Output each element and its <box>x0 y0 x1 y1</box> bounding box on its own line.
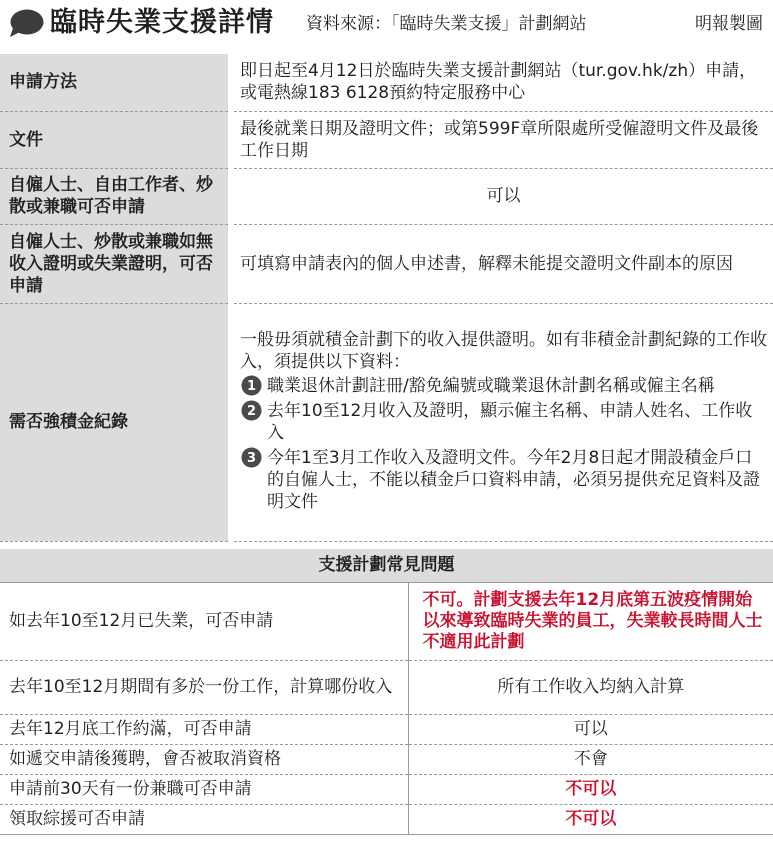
row-label: 申請方法 <box>0 54 231 111</box>
faq-answer: 不可。計劃支援去年12月底第五波疫情開始以來導致臨時失業的員工，失業較長時間人士不適用此計劃 <box>408 582 773 660</box>
list-item-text: 今年1至3月工作收入及證明文件。今年2月8日起才開設積金戶口的自僱人士，不能以積金戶口資料申請，必須另提供充足資料及證明文件 <box>267 447 760 512</box>
faq-heading-row <box>0 549 773 582</box>
faq-question: 如去年10至12月已失業，可否申請 <box>0 582 408 660</box>
list-item <box>240 400 767 444</box>
details-row-application-method <box>0 54 773 111</box>
faq-question: 去年12月底工作約滿，可否申請 <box>0 714 408 744</box>
list-item-text: 職業退休計劃註冊/豁免編號或職業退休計劃名稱或僱主名稱 <box>267 375 715 396</box>
faq-answer: 不會 <box>408 744 773 774</box>
list-number: 2 <box>246 404 256 419</box>
row-label: 自僱人士、自由工作者、炒散或兼職可否申請 <box>0 168 231 224</box>
circled-number-icon <box>240 400 262 422</box>
faq-question: 如遞交申請後獲聘，會否被取消資格 <box>0 744 408 774</box>
faq-answer: 所有工作收入均納入計算 <box>408 660 773 714</box>
row-value: 可以 <box>231 168 773 224</box>
page-title: 臨時失業支援詳情 <box>50 7 274 38</box>
faq-question: 領取綜援可否申請 <box>0 804 408 834</box>
row-label: 自僱人士、炒散或兼職如無收入證明或失業證明，可否申請 <box>0 224 231 303</box>
speech-bubble-icon <box>9 9 44 38</box>
faq-answer: 不可以 <box>408 774 773 804</box>
faq-answer: 可以 <box>408 714 773 744</box>
table-row <box>0 660 773 714</box>
circled-number-icon <box>240 447 262 469</box>
faq-heading: 支援計劃常見問題 <box>0 549 773 582</box>
row-value: 即日起至4月12日於臨時失業支援計劃網站（tur.gov.hk/zh）申請，或電熱線183 6128預約特定服務中心 <box>231 54 773 111</box>
list-item <box>240 447 767 513</box>
faq-question: 去年10至12月期間有多於一份工作，計算哪份收入 <box>0 660 408 714</box>
faq-answer: 不可以 <box>408 804 773 834</box>
list-number: 3 <box>246 451 256 466</box>
faq-question: 申請前30天有一份兼職可否申請 <box>0 774 408 804</box>
table-row <box>0 744 773 774</box>
header <box>0 0 773 46</box>
row-label: 需否強積金紀錄 <box>0 303 231 541</box>
details-row-mpf <box>0 303 773 541</box>
mpf-content <box>231 303 773 541</box>
details-row-documents <box>0 111 773 168</box>
table-row <box>0 582 773 660</box>
row-label: 文件 <box>0 111 231 168</box>
details-row-self-employed <box>0 168 773 224</box>
faq-table <box>0 549 773 835</box>
list-item <box>240 375 767 397</box>
table-row <box>0 714 773 744</box>
row-value: 最後就業日期及證明文件；或第599F章所限處所受僱證明文件及最後工作日期 <box>231 111 773 168</box>
graphic-credit: 明報製圖 <box>695 14 763 34</box>
table-row <box>0 774 773 804</box>
row-value: 可填寫申請表內的個人申述書，解釋未能提交證明文件副本的原因 <box>231 224 773 303</box>
list-item-text: 去年10至12月收入及證明，顯示僱主名稱、申請人姓名、工作收入 <box>267 400 753 443</box>
details-row-no-proof <box>0 224 773 303</box>
source-note: 資料來源：「臨時失業支援」計劃網站 <box>306 14 587 34</box>
list-number: 1 <box>246 379 256 394</box>
circled-number-icon <box>240 375 262 397</box>
table-row <box>0 804 773 834</box>
mpf-intro: 一般毋須就積金計劃下的收入提供證明。如有非積金計劃紀錄的工作收入，須提供以下資料： <box>240 329 767 372</box>
details-table <box>0 54 773 542</box>
